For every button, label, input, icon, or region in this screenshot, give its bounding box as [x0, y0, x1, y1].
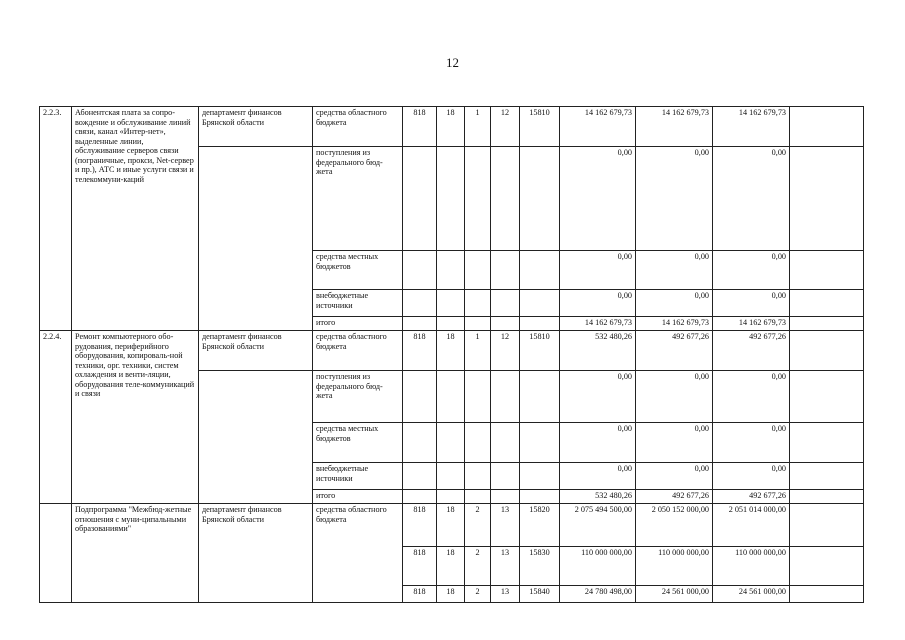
funding-source: средства местных бюджетов [313, 251, 403, 290]
amount-year3: 0,00 [713, 147, 790, 251]
amount-year1: 0,00 [560, 371, 636, 423]
budget-table [39, 106, 864, 603]
rz-code: 18 [437, 586, 465, 603]
note-cell [790, 107, 864, 147]
rz-code: 18 [437, 107, 465, 147]
funding-source: поступления из федерального бюд-жета [313, 147, 403, 251]
osm-code: 13 [491, 504, 520, 547]
amount-year3: 24 561 000,00 [713, 586, 790, 603]
grbs-code: 818 [403, 547, 437, 586]
subprogram-name: Подпрограмма "Межбюд-жетные отношения с муни-ципальными образованиями" [72, 504, 199, 603]
amount-year2: 2 050 152 000,00 [636, 504, 713, 547]
amount-year2: 0,00 [636, 147, 713, 251]
funding-source: поступления из федерального бюд-жета [313, 371, 403, 423]
funding-source: средства областного бюджета [313, 331, 403, 371]
direction-code: 15810 [520, 107, 560, 147]
amount-year2: 492 677,26 [636, 331, 713, 371]
amount-year1: 0,00 [560, 290, 636, 317]
executor: департамент финансов Брянской области [199, 107, 313, 147]
total-year2: 492 677,26 [636, 490, 713, 504]
executor-empty [199, 371, 313, 504]
osm-code: 13 [491, 586, 520, 603]
amount-year3: 2 051 014 000,00 [713, 504, 790, 547]
amount-year1: 14 162 679,73 [560, 107, 636, 147]
table-row [40, 331, 864, 371]
amount-year1: 0,00 [560, 423, 636, 463]
amount-year1: 110 000 000,00 [560, 547, 636, 586]
executor: департамент финансов Брянской области [199, 331, 313, 371]
amount-year2: 110 000 000,00 [636, 547, 713, 586]
pr-code: 2 [465, 504, 491, 547]
funding-source-total: итого [313, 490, 403, 504]
amount-year3: 0,00 [713, 463, 790, 490]
grbs-code: 818 [403, 331, 437, 371]
page-number: 12 [446, 55, 459, 70]
osm-code: 12 [491, 107, 520, 147]
funding-source-total: итого [313, 317, 403, 331]
amount-year2: 0,00 [636, 463, 713, 490]
funding-source: средства областного бюджета [313, 504, 403, 603]
rz-code: 18 [437, 504, 465, 547]
pr-code: 1 [465, 107, 491, 147]
total-year2: 14 162 679,73 [636, 317, 713, 331]
direction-code: 15810 [520, 331, 560, 371]
direction-code: 15830 [520, 547, 560, 586]
total-year3: 492 677,26 [713, 490, 790, 504]
rz-code: 18 [437, 331, 465, 371]
pr-code: 1 [465, 331, 491, 371]
amount-year3: 14 162 679,73 [713, 107, 790, 147]
total-year1: 532 480,26 [560, 490, 636, 504]
amount-year1: 532 480,26 [560, 331, 636, 371]
table-row [40, 107, 864, 147]
direction-code: 15840 [520, 586, 560, 603]
direction-code: 15820 [520, 504, 560, 547]
rz-code: 18 [437, 547, 465, 586]
amount-year2: 0,00 [636, 290, 713, 317]
osm-code: 13 [491, 547, 520, 586]
osm-code: 12 [491, 331, 520, 371]
amount-year2: 0,00 [636, 251, 713, 290]
funding-source: средства местных бюджетов [313, 423, 403, 463]
total-year3: 14 162 679,73 [713, 317, 790, 331]
amount-year1: 0,00 [560, 251, 636, 290]
amount-year2: 0,00 [636, 423, 713, 463]
amount-year1: 24 780 498,00 [560, 586, 636, 603]
amount-year2: 0,00 [636, 371, 713, 423]
executor-empty [199, 147, 313, 331]
funding-source: внебюджетные источники [313, 290, 403, 317]
amount-year3: 0,00 [713, 290, 790, 317]
executor: департамент финансов Брянской области [199, 504, 313, 603]
amount-year3: 0,00 [713, 423, 790, 463]
row-number: 2.2.3. [40, 107, 72, 331]
pr-code: 2 [465, 547, 491, 586]
table-row [40, 504, 864, 547]
pr-code: 2 [465, 586, 491, 603]
amount-year2: 24 561 000,00 [636, 586, 713, 603]
amount-year1: 2 075 494 500,00 [560, 504, 636, 547]
row-number [40, 504, 72, 603]
amount-year1: 0,00 [560, 463, 636, 490]
grbs-code: 818 [403, 504, 437, 547]
amount-year3: 0,00 [713, 251, 790, 290]
row-number: 2.2.4. [40, 331, 72, 504]
funding-source: внебюджетные источники [313, 463, 403, 490]
amount-year1: 0,00 [560, 147, 636, 251]
grbs-code: 818 [403, 107, 437, 147]
grbs-code: 818 [403, 586, 437, 603]
amount-year3: 492 677,26 [713, 331, 790, 371]
funding-source: средства областного бюджета [313, 107, 403, 147]
amount-year2: 14 162 679,73 [636, 107, 713, 147]
amount-year3: 110 000 000,00 [713, 547, 790, 586]
event-name: Ремонт компьютерного обо-рудования, периферийного оборудования, копироваль-ной техники, орг. техники, систем охлаждения и венти-ляции, оборудования теле-коммуникаций и связи [72, 331, 199, 504]
event-name: Абонентская плата за сопро-вождение и обслуживание линий связи, канал «Интер-нет», выделенные линии, обслуживание серверов связи (пограничные, прокси, Net-сервер и пр.), АТС и иные услуги связи и телекоммуни-каций [72, 107, 199, 331]
total-year1: 14 162 679,73 [560, 317, 636, 331]
amount-year3: 0,00 [713, 371, 790, 423]
